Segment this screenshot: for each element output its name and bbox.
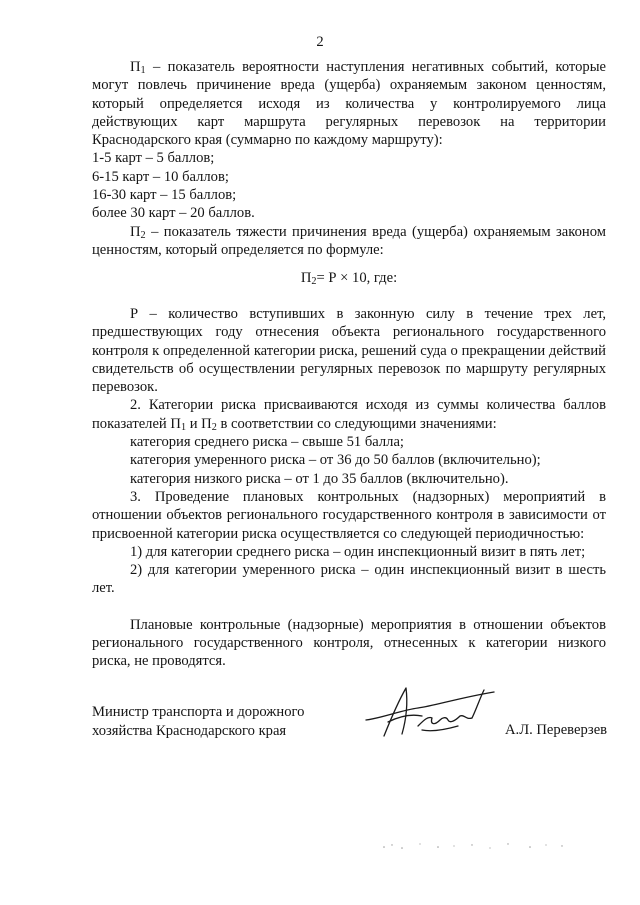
periodicity-item: 1) для категории среднего риска – один инспекционный визит в пять лет;: [130, 543, 586, 560]
formula: [92, 269, 606, 287]
formula-rest: = Р × 10, где:: [316, 270, 398, 286]
risk-category-item: категория умеренного риска – от 36 до 50 баллов (включительно);: [130, 452, 541, 469]
signatory-title: [92, 703, 332, 740]
closing-paragraph: Плановые контрольные (надзорные) мероприятия в отношении объектов регионального государственного контроля, отнесенных к категории низкого риска, не проводятся.: [92, 616, 606, 670]
p1-definition: [92, 58, 606, 149]
p1-subscript: 1: [140, 65, 146, 76]
signatory-title-line: Министр транспорта и дорожного: [92, 704, 305, 720]
risk-category-item: категория низкого риска – от 1 до 35 баллов (включительно).: [130, 470, 509, 487]
p2-text: – показатель тяжести причинения вреда (ущерба) охраняемым законом ценностям, который определяется по формуле:: [92, 223, 606, 258]
document-body-continued: [92, 305, 606, 671]
section3-intro: 3. Проведение плановых контрольных (надзорных) мероприятий в отношении объектов регионального государственного контроля в зависимости от присвоенной категории риска осуществляется со следующей периодичностью:: [92, 488, 606, 542]
formula-symbol: П: [300, 270, 312, 286]
p1-text: – показатель вероятности наступления негативных событий, которые могут повлечь причинение вреда (ущерба) охраняемым законом ценностям, который определяется исходя из количества у контролируемого лица действующих карт маршрута регулярных перевозок на территории Краснодарского края (суммарно по каждому маршруту):: [92, 59, 606, 149]
score-list: [92, 149, 606, 222]
document-body: [92, 58, 606, 259]
score-item: 16-30 карт – 15 баллов;: [92, 187, 237, 204]
p2-definition: [92, 223, 606, 260]
p2-symbol: П: [130, 223, 141, 240]
p1-symbol: П: [130, 59, 141, 75]
score-item: более 30 карт – 20 баллов.: [92, 205, 255, 222]
periodicity-item: 2) для категории умеренного риска – один инспекционный визит в шесть лет.: [92, 562, 606, 597]
formula-subscript: 2: [311, 276, 317, 287]
section2-intro-text: 2. Категории риска присваиваются исходя из суммы количества баллов показателей П: [92, 397, 606, 432]
risk-category-item: категория среднего риска – свыше 51 балла;: [130, 434, 404, 451]
score-item: 1-5 карт – 5 баллов;: [92, 150, 215, 167]
scan-speckles: [380, 838, 570, 852]
section2-subscript-2: 2: [211, 421, 217, 433]
section2-intro: [92, 396, 606, 433]
section2-intro-mid: и П: [186, 415, 212, 432]
score-item: 6-15 карт – 10 баллов;: [92, 168, 229, 185]
section2-intro-after: в соответствии со следующими значениями:: [216, 415, 497, 432]
p2-subscript: 2: [140, 229, 146, 241]
handwritten-signature: [362, 680, 502, 742]
r-definition: Р – количество вступивших в законную силу в течение трех лет, предшествующих году отнесения объекта регионального государственного контроля к определенной категории риска, решений суда о прекращении действий свидетельств об осуществлении регулярных перевозок по маршруту регулярных перевозок.: [92, 306, 606, 396]
signatory-title-line: хозяйства Краснодарского края: [92, 722, 287, 739]
page-number: 2: [316, 34, 324, 50]
signatory-name: А.Л. Переверзев: [505, 722, 608, 738]
section2-subscript-1: 1: [180, 421, 187, 433]
